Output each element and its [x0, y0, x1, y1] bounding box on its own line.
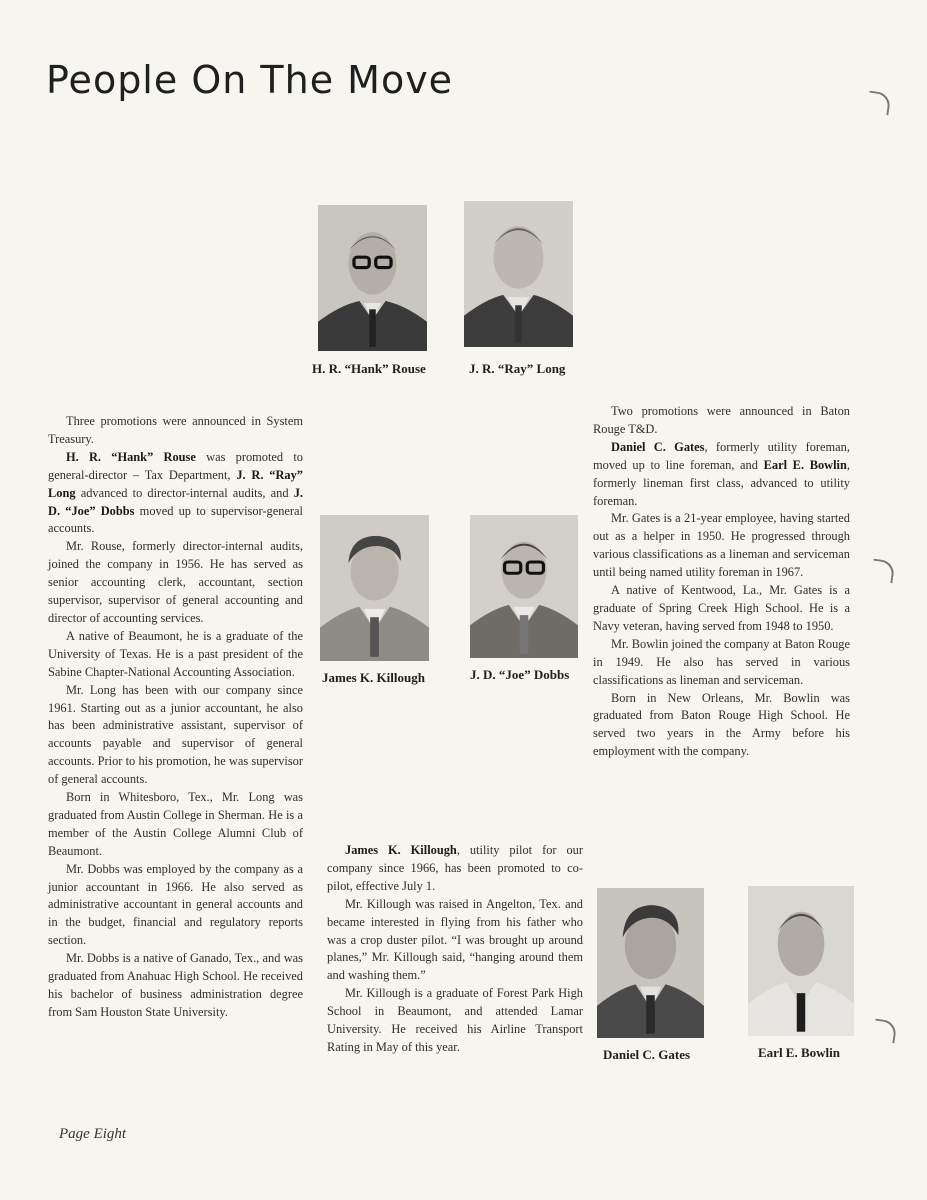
page-title: People On The Move: [46, 58, 454, 102]
photo-long: [464, 201, 573, 347]
caption-long: J. R. “Ray” Long: [469, 361, 566, 376]
paragraph: Born in New Orleans, Mr. Bowlin was graduated from Baton Rouge High School. He served two years in the Army before his employment with the company.: [593, 690, 850, 759]
person-name: H. R. “Hank” Rouse: [66, 449, 196, 464]
paragraph: James K. Killough, utility pilot for our company since 1966, has been promoted to co-pilot, effective July 1.: [327, 843, 583, 893]
photo-killough: [320, 515, 429, 661]
binder-hole-top: [867, 91, 892, 116]
photo-bowlin: [748, 886, 854, 1036]
binder-hole-middle: [871, 559, 896, 584]
person-name: Earl E. Bowlin: [763, 457, 847, 472]
article-killough: [327, 842, 583, 1057]
photo-rouse: [318, 205, 427, 351]
paragraph: Mr. Dobbs is a native of Ganado, Tex., and was graduated from Anahuac High School. He received his bachelor of business administration degree from Sam Houston State University.: [48, 951, 303, 1019]
caption-killough: James K. Killough: [322, 670, 425, 685]
caption-gates: Daniel C. Gates: [603, 1047, 691, 1062]
paragraph: Mr. Long has been with our company since 1961. Starting out as a junior accountant, he also has been administrative assistant, supervisor of accounts payable and supervisor of general accounts. Prior to his promotion, he was supervisor of general accounts.: [48, 682, 303, 787]
paragraph: A native of Beaumont, he is a graduate of the University of Texas. He is a past president of the Sabine Chapter-National Accounting Association.: [48, 628, 303, 679]
article-treasury: [48, 413, 303, 1022]
person-name: J. D. “Joe” Dobbs: [48, 485, 303, 518]
paragraph: Mr. Rouse, formerly director-internal audits, joined the company in 1956. He has served as senior accounting clerk, accountant, section supervisor, supervisor of general accounting and director of accounting services.: [48, 539, 303, 625]
paragraph: H. R. “Hank” Rouse was promoted to general-director – Tax Department, J. R. “Ray” Long advanced to director-internal audits, and J. D. “Joe” Dobbs moved up to supervisor-general accounts.: [48, 449, 303, 536]
paragraph: Mr. Bowlin joined the company at Baton Rouge in 1949. He also has served in various classifications as lineman and serviceman.: [593, 636, 850, 687]
article-baton-rouge: [593, 403, 850, 761]
paragraph: Three promotions were announced in System Treasury.: [48, 414, 303, 446]
caption-dobbs: J. D. “Joe” Dobbs: [470, 667, 570, 682]
paragraph: A native of Kentwood, La., Mr. Gates is a graduate of Spring Creek High School. He is a Navy veteran, having served from 1948 to 1950.: [593, 583, 850, 633]
photo-gates: [597, 888, 704, 1038]
binder-hole-bottom: [873, 1019, 898, 1044]
caption-rouse: H. R. “Hank” Rouse: [312, 361, 426, 376]
paragraph: Mr. Gates is a 21-year employee, having started out as a helper in 1950. He progressed through various classifications as a lineman and serviceman until being named utility foreman in 1967.: [593, 511, 850, 580]
paragraph: Mr. Killough was raised in Angelton, Tex. and became interested in flying from his father who was a crop duster pilot. “I was brought up around planes,” Mr. Killough said, “hanging around them and washing them.”: [327, 896, 583, 983]
paragraph: Born in Whitesboro, Tex., Mr. Long was graduated from Austin College in Sherman. He is a member of the Austin College Alumni Club of Beaumont.: [48, 790, 303, 858]
person-name: Daniel C. Gates: [611, 439, 705, 454]
paragraph: Daniel C. Gates, formerly utility foreman, moved up to line foreman, and Earl E. Bowlin, formerly lineman first class, advanced to utility foreman.: [593, 439, 850, 508]
person-name: J. R. “Ray” Long: [48, 467, 303, 500]
caption-bowlin: Earl E. Bowlin: [758, 1045, 840, 1060]
paragraph: Mr. Killough is a graduate of Forest Park High School in Beaumont, and attended Lamar University. He received his Airline Transport Rating in May of this year.: [327, 986, 583, 1054]
page-number: Page Eight: [59, 1126, 127, 1142]
paragraph: Mr. Dobbs was employed by the company as a junior accountant in 1966. He also served as administrative accountant in general accounts and in the budget, financial and regulatory reports section.: [48, 861, 303, 948]
person-name: James K. Killough: [345, 843, 457, 857]
paragraph: Two promotions were announced in Baton Rouge T&D.: [593, 404, 850, 436]
photo-dobbs: [470, 515, 578, 658]
